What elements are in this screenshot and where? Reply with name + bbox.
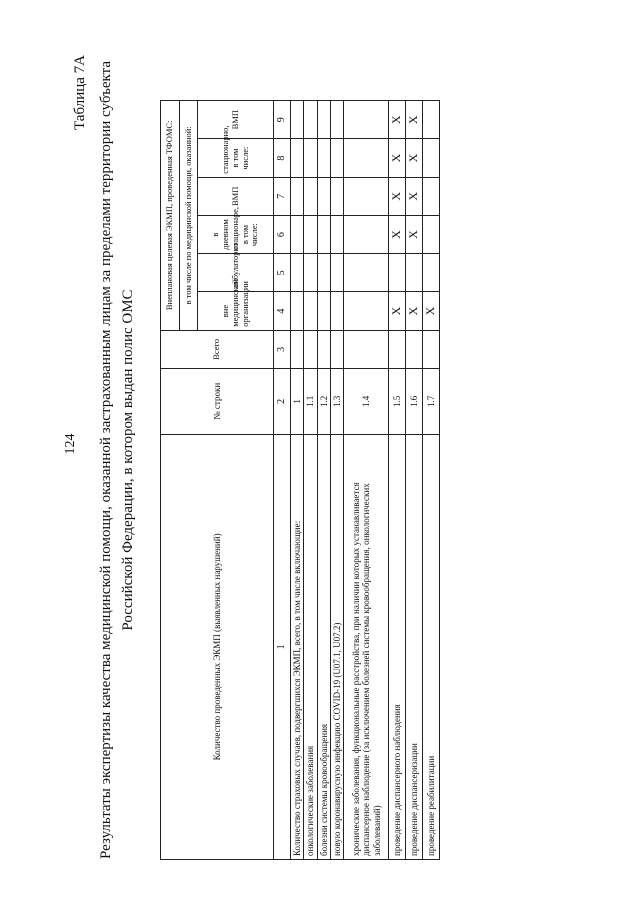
row-cell: X	[422, 292, 439, 330]
table-row	[344, 101, 389, 860]
row-cell	[344, 177, 389, 215]
row-cell	[291, 330, 304, 368]
row-cell: X	[389, 292, 406, 330]
row-name: хронические заболевания, функциональные расстройства, при наличии которых устанавливается диспансерное наблюдение (за исключением болезней системы кровообращения, онкологических заболеваний)	[344, 434, 389, 859]
row-cell	[291, 101, 304, 139]
row-cell	[304, 292, 317, 330]
table-row	[331, 101, 344, 860]
row-cell	[291, 292, 304, 330]
row-code: 1.3	[331, 368, 344, 434]
row-cell	[422, 254, 439, 292]
row-cell	[389, 254, 406, 292]
column-number: 6	[274, 215, 291, 253]
column-number: 4	[274, 292, 291, 330]
header-amb: амбулаторно	[198, 254, 274, 292]
row-cell	[304, 177, 317, 215]
column-number: 5	[274, 254, 291, 292]
row-code: 1.7	[422, 368, 439, 434]
row-cell	[422, 139, 439, 177]
row-cell: X	[406, 215, 423, 253]
row-cell	[331, 177, 344, 215]
column-number: 1	[274, 434, 291, 859]
row-cell	[317, 292, 330, 330]
row-cell	[344, 101, 389, 139]
row-cell	[304, 330, 317, 368]
row-cell	[304, 101, 317, 139]
row-cell	[304, 139, 317, 177]
table-row	[304, 101, 317, 860]
row-cell	[344, 139, 389, 177]
row-cell	[331, 101, 344, 139]
row-cell	[317, 254, 330, 292]
table-row	[422, 101, 439, 860]
column-number: 7	[274, 177, 291, 215]
row-cell: X	[406, 101, 423, 139]
row-cell	[344, 215, 389, 253]
row-cell: X	[389, 215, 406, 253]
table-body	[291, 101, 440, 860]
header-group-sub: в том числе по медицинской помощи, оказанной:	[179, 101, 198, 331]
row-cell	[344, 330, 389, 368]
row-code: 1.6	[406, 368, 423, 434]
row-cell	[406, 254, 423, 292]
row-cell: X	[406, 139, 423, 177]
row-cell	[331, 330, 344, 368]
row-cell	[422, 330, 439, 368]
column-numbers-row	[274, 101, 291, 860]
column-number: 8	[274, 139, 291, 177]
row-cell	[422, 215, 439, 253]
row-code: 1.1	[304, 368, 317, 434]
row-cell	[331, 292, 344, 330]
rotated-content	[50, 35, 575, 885]
row-name: проведение реабилитации	[422, 434, 439, 859]
row-code: 1.2	[317, 368, 330, 434]
row-cell	[331, 139, 344, 177]
page-number: 124	[63, 433, 78, 455]
header-day: в дневном стационаре, в том числе:	[198, 215, 274, 253]
header-outside: вне медицинской организации	[198, 292, 274, 330]
column-number: 2	[274, 368, 291, 434]
row-cell: X	[389, 139, 406, 177]
row-cell	[291, 254, 304, 292]
row-cell	[317, 330, 330, 368]
table-row	[406, 101, 423, 860]
table-row	[317, 101, 330, 860]
row-cell	[331, 254, 344, 292]
column-number: 3	[274, 330, 291, 368]
row-name: проведение диспансеризации	[406, 434, 423, 859]
row-code: 1.4	[344, 368, 389, 434]
row-cell	[317, 139, 330, 177]
header-row: № строки	[161, 368, 274, 434]
row-name: новую коронавирусную инфекцию COVID-19 (U07.1, U07.2)	[331, 434, 344, 859]
row-cell	[304, 215, 317, 253]
row-cell	[406, 330, 423, 368]
row-cell	[344, 254, 389, 292]
row-name: онкологические заболевания	[304, 434, 317, 859]
header-total: Всего	[161, 330, 274, 368]
table-row	[389, 101, 406, 860]
row-cell	[317, 177, 330, 215]
header-vmp-1: ВМП	[198, 177, 274, 215]
title-line-1: Результаты экспертизы качества медицинской помощи, оказанной застрахованным лицам за пределами территории субъекта	[98, 61, 114, 859]
row-cell	[317, 101, 330, 139]
row-cell: X	[389, 177, 406, 215]
header-stat: стационарно, в том числе:	[198, 139, 274, 177]
row-cell	[291, 177, 304, 215]
header-group-top: Внеплановая целевая ЭКМП, проведенная ТФОМС:	[161, 101, 180, 331]
row-cell: X	[389, 101, 406, 139]
header-vmp-2: ВМП	[198, 101, 274, 139]
row-cell: X	[406, 177, 423, 215]
title-block	[50, 35, 136, 885]
row-code: 1	[291, 368, 304, 434]
row-name: проведение диспансерного наблюдения	[389, 434, 406, 859]
row-cell	[291, 215, 304, 253]
row-cell	[331, 215, 344, 253]
results-table	[160, 100, 440, 860]
row-code: 1.5	[389, 368, 406, 434]
row-cell	[422, 101, 439, 139]
row-cell	[389, 330, 406, 368]
row-cell	[304, 254, 317, 292]
table-label: Таблица 7А	[72, 55, 88, 130]
title-line-2: Российской Федерации, в котором выдан полис ОМС	[120, 289, 136, 631]
column-number: 9	[274, 101, 291, 139]
row-cell	[422, 177, 439, 215]
table-row	[291, 101, 304, 860]
row-cell	[344, 292, 389, 330]
row-name: Количество страховых случаев, подвергшихся ЭКМП, всего, в том числе включающие:	[291, 434, 304, 859]
row-cell	[291, 139, 304, 177]
row-name: болезни системы кровообращения	[317, 434, 330, 859]
row-cell: X	[406, 292, 423, 330]
header-name: Количество проведенных ЭКМП (выявленных нарушений)	[161, 434, 274, 859]
row-cell	[317, 215, 330, 253]
